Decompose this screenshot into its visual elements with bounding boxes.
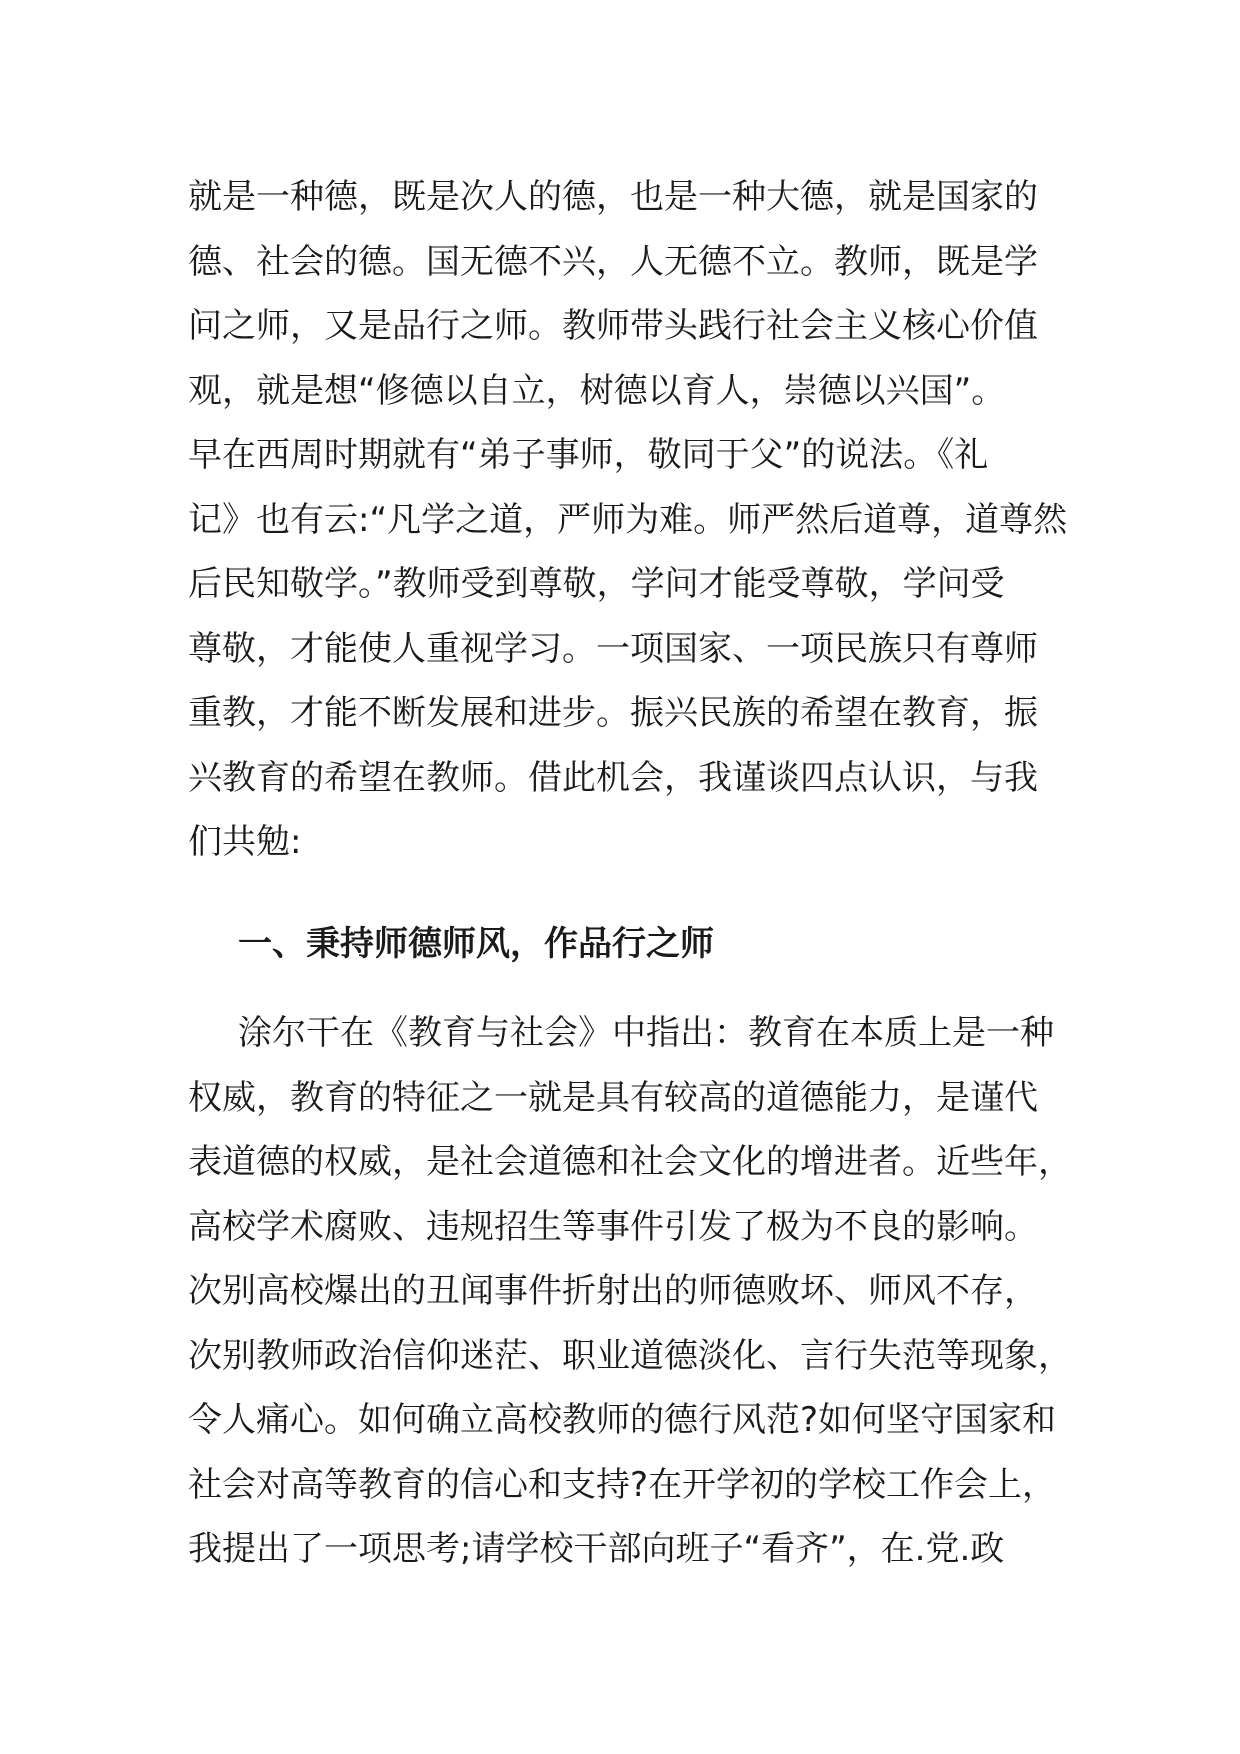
text-line: 记》也有云:“凡学之道，严师为难。师严然后道尊，道尊然 <box>188 499 1068 540</box>
text-line: 涂尔干在《教育与社会》中指出：教育在本质上是一种 <box>238 1013 1054 1053</box>
text-line: 德、社会的德。国无德不兴，人无德不立。教师，既是学 <box>188 241 1038 282</box>
text-line: 次别教师政治信仰迷茫、职业道德淡化、言行失范等现象， <box>188 1335 1072 1376</box>
text-line: 表道德的权威，是社会道德和社会文化的增进者。近些年， <box>188 1142 1072 1182</box>
text-line: 就是一种德，既是次人的德，也是一种大德，就是国家的 <box>188 177 1038 217</box>
text-line: 次别高校爆出的丑闻事件折射出的师德败坏、师风不存， <box>188 1271 1038 1311</box>
text-line: 权威，教育的特征之一就是具有较高的道德能力，是谨代 <box>188 1077 1038 1118</box>
paragraph-intro <box>188 165 1068 875</box>
text-line: 重教，才能不断发展和进步。振兴民族的希望在教育，振 <box>188 693 1038 733</box>
text-line: 高校学术腐败、违规招生等事件引发了极为不良的影响。 <box>188 1206 1038 1247</box>
text-line: 早在西周时期就有“弟子事师，敬同于父”的说法。《礼 <box>188 435 989 475</box>
text-line: 们共勉: <box>188 822 302 862</box>
text-line: 观，就是想“修德以自立，树德以育人，崇德以兴国”。 <box>188 370 1006 411</box>
text-line: 后民知敬学。”教师受到尊敬，学问才能受尊敬，学问受 <box>188 564 1005 604</box>
text-line: 兴教育的希望在教师。借此机会，我谨谈四点认识，与我 <box>188 757 1038 798</box>
section-heading: 一、秉持师德师风，作品行之师 <box>238 924 714 964</box>
text-line: 社会对高等教育的信心和支持?在开学初的学校工作会上， <box>188 1464 1057 1505</box>
text-line: 令人痛心。如何确立高校教师的德行风范?如何坚守国家和 <box>188 1400 1057 1440</box>
text-line: 尊敬，才能使人重视学习。一项国家、一项民族只有尊师 <box>188 628 1038 669</box>
text-line: 我提出了一项思考;请学校干部向班子“看齐”，在.党.政 <box>188 1529 1005 1569</box>
paragraph-section-one <box>188 1001 1072 1582</box>
text-line: 问之师，又是品行之师。教师带头践行社会主义核心价值 <box>188 306 1038 346</box>
